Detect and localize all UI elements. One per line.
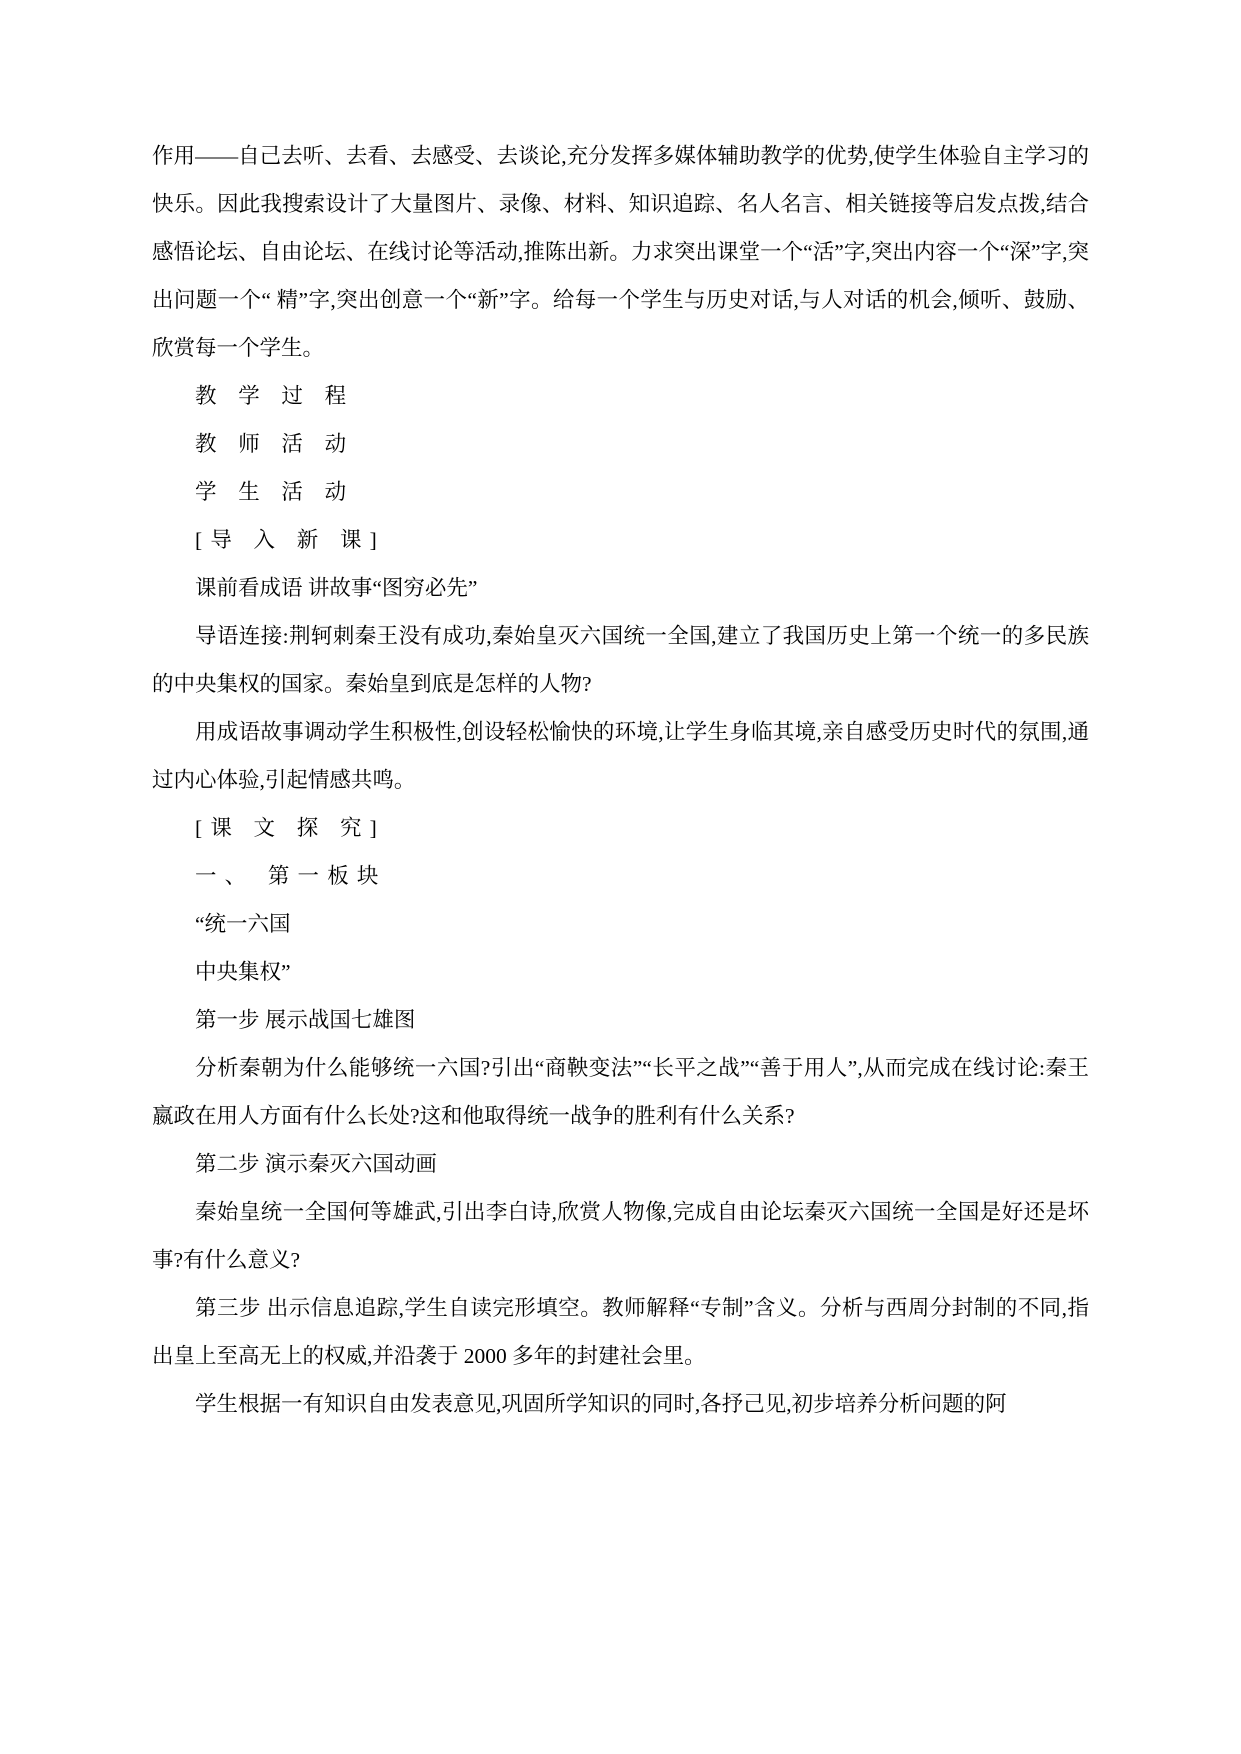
- paragraph-lead-in: 导语连接:荆轲刺秦王没有成功,秦始皇灭六国统一全国,建立了我国历史上第一个统一的多民族的中央集权的国家。秦始皇到底是怎样的人物?: [152, 624, 1089, 696]
- paragraph-student-response: 学生根据一有知识自由发表意见,巩固所学知识的同时,各抒己见,初步培养分析问题的阿: [195, 1392, 1007, 1416]
- heading-lesson-intro: [导 入 新 课]: [195, 528, 385, 552]
- heading-teaching-process: 教 学 过 程: [195, 384, 355, 408]
- paragraph-intro: 作用——自己去听、去看、去感受、去谈论,充分发挥多媒体辅助教学的优势,使学生体验自主学习的快乐。因此我搜索设计了大量图片、录像、材料、知识追踪、名人名言、相关链接等启发点拨,结合感悟论坛、自由论坛、在线讨论等活动,推陈出新。力求突出课堂一个“活”字,突出内容一个“深”字,突出问题一个“ 精”字,突出创意一个“新”字。给每一个学生与历史对话,与人对话的机会,倾听、鼓励、欣赏每一个学生。: [152, 144, 1089, 360]
- paragraph-centralized-power: 中央集权”: [195, 960, 291, 984]
- paragraph-unify-six-states: “统一六国: [195, 912, 291, 936]
- heading-text-exploration: [课 文 探 究]: [195, 816, 385, 840]
- paragraph-idiom-story: 课前看成语 讲故事“图穷必先”: [195, 576, 478, 600]
- paragraph-step-two-detail: 秦始皇统一全国何等雄武,引出李白诗,欣赏人物像,完成自由论坛秦灭六国统一全国是好还是坏事?有什么意义?: [152, 1200, 1089, 1272]
- paragraph-step-three: 第三步 出示信息追踪,学生自读完形填空。教师解释“专制”含义。分析与西周分封制的不同,指出皇上至高无上的权威,并沿袭于 2000 多年的封建社会里。: [152, 1296, 1089, 1368]
- heading-section-one: 一、 第一板块: [195, 864, 387, 888]
- document-body: [152, 132, 1089, 1428]
- paragraph-step-one: 第一步 展示战国七雄图: [195, 1008, 416, 1032]
- paragraph-step-two: 第二步 演示秦灭六国动画: [195, 1152, 437, 1176]
- heading-teacher-activity: 教 师 活 动: [195, 432, 355, 456]
- paragraph-step-one-detail: 分析秦朝为什么能够统一六国?引出“商鞅变法”“长平之战”“善于用人”,从而完成在线讨论:秦王嬴政在用人方面有什么长处?这和他取得统一战争的胜利有什么关系?: [152, 1056, 1089, 1128]
- heading-student-activity: 学 生 活 动: [195, 480, 355, 504]
- paragraph-idiom-purpose: 用成语故事调动学生积极性,创设轻松愉快的环境,让学生身临其境,亲自感受历史时代的氛围,通过内心体验,引起情感共鸣。: [152, 720, 1089, 792]
